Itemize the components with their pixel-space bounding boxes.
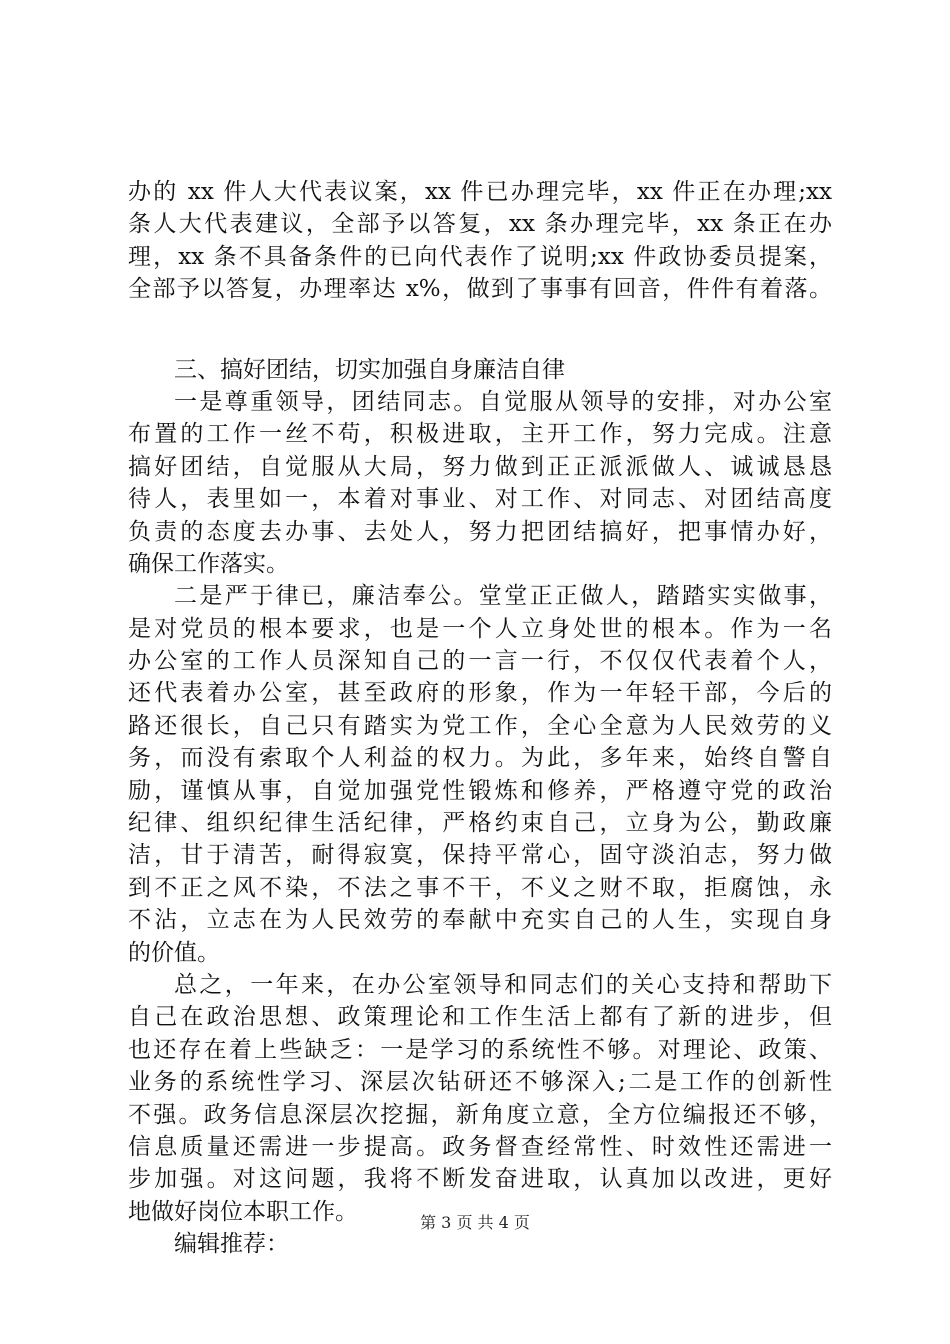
paragraph-continuation: [128, 176, 832, 306]
text-line: 步加强。对这问题，我将不断发奋进取，认真加以改进，更好: [128, 1166, 832, 1193]
text-line: 确保工作落实。: [128, 550, 289, 577]
text-line: 总之，一年来，在办公室领导和同志们的关心支持和帮助下: [174, 971, 832, 998]
editor-recommend-label: 编辑推荐：: [174, 1231, 289, 1258]
page-footer: 第 3 页 共 4 页: [420, 1213, 530, 1232]
section-heading: 三、搞好团结，切实加强自身廉洁自律: [174, 356, 565, 383]
text-line: 办公室的工作人员深知自己的一言一行，不仅仅代表着个人，: [128, 648, 832, 675]
text-line: 还代表着办公室，甚至政府的形象，作为一年轻干部，今后的: [128, 680, 832, 707]
document-body: [128, 176, 832, 1261]
text-line: 自己在政治思想、政策理论和工作生活上都有了新的进步，但: [128, 1004, 832, 1031]
text-line: 布置的工作一丝不苟，积极进取，主开工作，努力完成。注意: [128, 421, 832, 448]
text-line: 是对党员的根本要求，也是一个人立身处世的根本。作为一名: [128, 615, 832, 642]
text-line: 条人大代表建议，全部予以答复，xx 条办理完毕，xx 条正在办: [128, 211, 832, 238]
text-line: 信息质量还需进一步提高。政务督查经常性、时效性还需进一: [128, 1133, 832, 1160]
paragraph-summary: [128, 969, 832, 1228]
text-line: 务，而没有索取个人利益的权力。为此，多年来，始终自警自: [128, 745, 832, 772]
text-line: 也还存在着上些缺乏：一是学习的系统性不够。对理论、政策、: [128, 1036, 832, 1063]
text-line: 洁，甘于清苦，耐得寂寞，保持平常心，固守淡泊志，努力做: [128, 842, 832, 869]
text-line: 业务的系统性学习、深层次钻研还不够深入;二是工作的创新性: [128, 1069, 832, 1096]
paragraph-self-discipline: [128, 580, 832, 969]
text-line: 不沾，立志在为人民效劳的奉献中充实自己的人生，实现自身: [128, 907, 832, 934]
text-line: 一是尊重领导，团结同志。自觉服从领导的安排，对办公室: [174, 388, 832, 415]
text-line: 理，xx 条不具备条件的已向代表作了说明;xx 件政协委员提案，: [128, 243, 832, 270]
text-line: 二是严于律已，廉洁奉公。堂堂正正做人，踏踏实实做事，: [174, 583, 832, 610]
text-line: 办的 xx 件人大代表议案，xx 件已办理完毕，xx 件正在办理;xx: [128, 179, 832, 205]
text-line: 待人，表里如一，本着对事业、对工作、对同志、对团结高度: [128, 486, 832, 513]
text-line: 的价值。: [128, 939, 220, 966]
paragraph-respect-leadership: [128, 386, 832, 580]
text-line: 地做好岗位本职工作。: [128, 1198, 358, 1225]
text-line: 纪律、组织纪律生活纪律，严格约束自己，立身为公，勤政廉: [128, 810, 832, 837]
text-line: 搞好团结，自觉服从大局，努力做到正正派派做人、诚诚恳恳: [128, 453, 832, 480]
paragraph-gap: [128, 306, 832, 354]
text-line: 负责的态度去办事、去处人，努力把团结搞好，把事情办好，: [128, 518, 832, 545]
text-line: 全部予以答复，办理率达 x%，做到了事事有回音，件件有着落。: [128, 276, 832, 303]
text-line: 路还很长，自己只有踏实为党工作，全心全意为人民效劳的义: [128, 712, 832, 739]
text-line: 不强。政务信息深层次挖掘，新角度立意，全方位编报还不够，: [128, 1101, 832, 1128]
text-line: 到不正之风不染，不法之事不干，不义之财不取，拒腐蚀，永: [128, 874, 832, 901]
text-line: 励，谨慎从事，自觉加强党性锻炼和修养，严格遵守党的政治: [128, 777, 832, 804]
